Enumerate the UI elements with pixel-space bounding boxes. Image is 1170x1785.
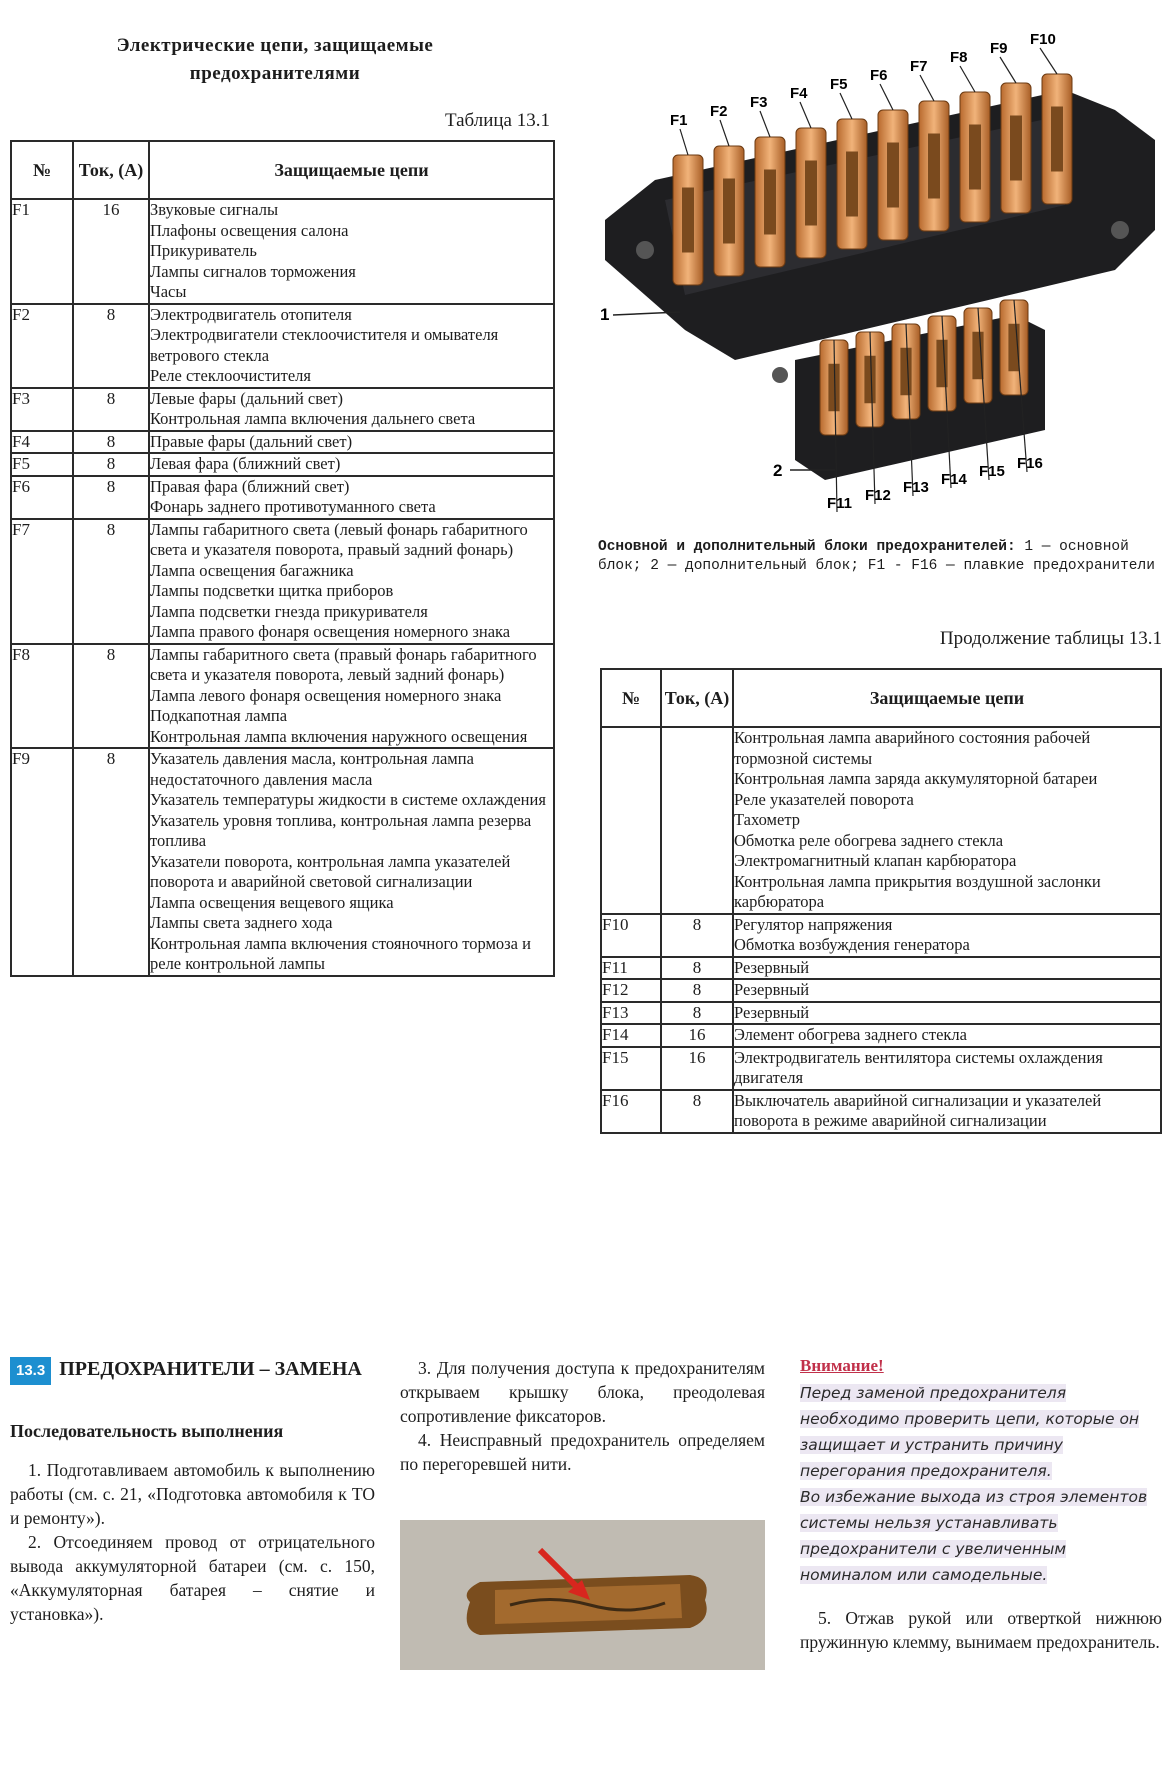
step-2: 2. Отсоединяем провод от отрицательного вывода аккумуляторной батареи (см. с. 150, «Аккумуляторная батарея – снятие и установка»). (10, 1532, 375, 1624)
header-num: № (601, 669, 661, 727)
fuse-label: F12 (865, 487, 891, 504)
fuse-leader-line (960, 66, 975, 92)
protected-circuits (149, 431, 554, 454)
fuse-current: 8 (73, 304, 149, 388)
circuit-line: Реле стеклоочистителя (150, 366, 311, 385)
fuse-spring (928, 134, 940, 199)
fuse-number: F10 (601, 914, 661, 957)
circuit-line: Лампа освещения багажника (150, 560, 354, 580)
protected-circuits (733, 957, 1161, 980)
table-row (11, 199, 554, 304)
header-circuits: Защищаемые цепи (733, 669, 1161, 727)
circuit-line: Контрольная лампа аварийного состояния рабочей тормозной системы (734, 728, 1091, 768)
protected-circuits (149, 304, 554, 388)
protected-circuits (733, 1090, 1161, 1133)
fuse-number: F5 (11, 453, 73, 476)
fuse-number: F9 (11, 748, 73, 976)
header-current: Ток, (А) (73, 141, 149, 199)
protected-circuits (149, 519, 554, 644)
circuit-line: Правая фара (ближний свет) (150, 476, 350, 496)
fuse-label: F2 (710, 103, 728, 120)
figure-caption-title: Основной и дополнительный блоки предохранителей: (598, 539, 1016, 555)
circuit-line: Тахометр (734, 810, 800, 829)
header-circuits: Защищаемые цепи (149, 141, 554, 199)
step-4: 4. Неисправный предохранитель определяем по перегоревшей нити. (400, 1430, 765, 1474)
circuit-line: Лампы габаритного света (левый фонарь габаритного света и указателя поворота, правый задний фонарь) (150, 519, 528, 559)
circuit-line: Лампы сигналов торможения (150, 261, 356, 281)
fuse-current: 8 (73, 519, 149, 644)
section-column-2 (400, 1356, 765, 1476)
circuit-line: Указатели поворота, контрольная лампа указателей поворота и аварийной световой сигнализации (150, 851, 511, 891)
circuit-line: Резервный (734, 957, 810, 977)
page-title: Электрические цепи, защищаемые предохранителями (116, 35, 434, 84)
fuse-number: F1 (11, 199, 73, 304)
fuse-table-continuation (600, 668, 1162, 1134)
table-row (601, 727, 1161, 914)
fuse-spring (887, 143, 899, 208)
protected-circuits (149, 476, 554, 519)
fuse-leader-line (760, 111, 770, 137)
fuse-current: 8 (661, 1002, 733, 1025)
section-heading (10, 1356, 375, 1385)
fuse-current: 8 (73, 644, 149, 749)
fuse-label: F15 (979, 463, 1005, 480)
fuse-leader-line (680, 129, 688, 155)
fuse-spring (764, 170, 776, 235)
fuse-spring (805, 161, 817, 226)
table-row (601, 957, 1161, 980)
protected-circuits (733, 914, 1161, 957)
fuse-current: 8 (661, 979, 733, 1002)
protected-circuits (733, 727, 1161, 914)
fuse-number: F4 (11, 431, 73, 454)
circuit-line: Контрольная лампа включения наружного освещения (150, 726, 528, 746)
circuit-line: Часы (150, 282, 187, 301)
fuse-current: 8 (73, 453, 149, 476)
fuse-label: F3 (750, 94, 768, 111)
screw (636, 241, 654, 259)
fuse-current: 8 (661, 914, 733, 957)
fuse-number: F6 (11, 476, 73, 519)
table-row (11, 519, 554, 644)
warning-text-1: Перед заменой предохранителя необходимо проверить цепи, которые он защищает и устранить причину перегорания предохранителя. (800, 1384, 1140, 1480)
circuit-line: Лампы подсветки щитка приборов (150, 581, 394, 600)
fuse-current: 16 (661, 1024, 733, 1047)
step-5: 5. Отжав рукой или отверткой нижнюю пружинную клемму, вынимаем предохранитель. (800, 1608, 1162, 1652)
table-row (601, 1047, 1161, 1090)
circuit-line: Электродвигатель отопителя (150, 304, 352, 324)
warning-text-2: Во избежание выхода из строя элементов системы нельзя устанавливать предохранители с увеличенным номиналом или самодельные. (800, 1488, 1148, 1584)
protected-circuits (733, 979, 1161, 1002)
protected-circuits (733, 1024, 1161, 1047)
fuse-current: 8 (73, 748, 149, 976)
blown-fuse-photo (400, 1520, 765, 1670)
circuit-line: Выключатель аварийной сигнализации и указателей поворота в режиме аварийной сигнализации (734, 1090, 1102, 1130)
protected-circuits (733, 1002, 1161, 1025)
fuse-spring (1010, 116, 1022, 181)
circuit-line: Контрольная лампа заряда аккумуляторной батареи (734, 769, 1098, 788)
fuse-label: F4 (790, 85, 808, 102)
circuit-line: Прикуриватель (150, 241, 257, 260)
figure-caption (598, 538, 1163, 576)
table-row (601, 979, 1161, 1002)
fuse-leader-line (720, 120, 729, 146)
fuse-number: F16 (601, 1090, 661, 1133)
step-3: 3. Для получения доступа к предохранителям открываем крышку блока, преодолевая сопротивление фиксаторов. (400, 1358, 765, 1426)
fuse-current: 8 (73, 431, 149, 454)
fuse-label: F1 (670, 112, 688, 129)
circuit-line: Указатель уровня топлива, контрольная лампа резерва топлива (150, 810, 532, 850)
fuse-current: 16 (661, 1047, 733, 1090)
fuse-spring (969, 125, 981, 190)
circuit-line: Звуковые сигналы (150, 200, 279, 219)
circuit-line: Подкапотная лампа (150, 706, 288, 725)
fuse-spring (682, 188, 694, 253)
circuit-line: Указатель температуры жидкости в системе охлаждения (150, 790, 546, 809)
fuse-current (661, 727, 733, 914)
protected-circuits (149, 453, 554, 476)
fuse-number: F8 (11, 644, 73, 749)
callout-1: 1 (600, 305, 610, 324)
fuse-spring (900, 348, 911, 396)
table-row (11, 748, 554, 976)
section-subtitle: Последовательность выполнения (10, 1421, 284, 1441)
fuse-leader-line (840, 93, 852, 119)
table-row (601, 914, 1161, 957)
protected-circuits (149, 199, 554, 304)
fuse-leader-line (920, 75, 934, 101)
warning-title: Внимание! (800, 1356, 884, 1375)
section-badge: 13.3 (10, 1357, 51, 1385)
fuse-current: 8 (661, 1090, 733, 1133)
fuse-label: F13 (903, 479, 929, 496)
fuse-number: F7 (11, 519, 73, 644)
circuit-line: Лампа правого фонаря освещения номерного знака (150, 622, 511, 641)
circuit-line: Контрольная лампа включения дальнего света (150, 409, 476, 428)
table-row (11, 476, 554, 519)
protected-circuits (149, 388, 554, 431)
circuit-line: Лампы света заднего хода (150, 913, 333, 932)
table-row (11, 304, 554, 388)
protected-circuits (149, 644, 554, 749)
circuit-line: Электродвигатели стеклоочистителя и омывателя ветрового стекла (150, 325, 499, 365)
screw (772, 367, 788, 383)
fuse-current: 8 (73, 388, 149, 431)
table-caption: Таблица 13.1 (444, 110, 550, 131)
circuit-line: Левая фара (ближний свет) (150, 454, 341, 473)
figure-caption-text: 1 — основной блок; 2 — дополнительный блок; F1 - F16 — плавкие предохранители (598, 539, 1155, 574)
circuit-line: Лампы габаритного света (правый фонарь габаритного света и указателя поворота, левый задний фонарь) (150, 644, 537, 684)
fuse-current: 8 (661, 957, 733, 980)
table-row (11, 388, 554, 431)
table-row (601, 1002, 1161, 1025)
table-row (601, 1024, 1161, 1047)
fuse-label: F7 (910, 58, 928, 75)
fuse-leader-line (1040, 48, 1057, 74)
fuse-label: F8 (950, 49, 968, 66)
circuit-line: Электродвигатель вентилятора системы охлаждения двигателя (734, 1047, 1103, 1087)
table-row (11, 431, 554, 454)
fuse-label: F11 (827, 495, 853, 512)
fuse-current: 8 (73, 476, 149, 519)
warning-column (800, 1356, 1162, 1654)
fuse-leader-line (1000, 57, 1016, 83)
fuse-number: F11 (601, 957, 661, 980)
fuse-number: F14 (601, 1024, 661, 1047)
header-num: № (11, 141, 73, 199)
table-row (601, 1090, 1161, 1133)
fuse-label: F6 (870, 67, 888, 84)
fuse-label: F16 (1017, 455, 1043, 472)
circuit-line: Регулятор напряжения (734, 914, 893, 934)
fuse-label: F10 (1030, 31, 1056, 48)
step-1: 1. Подготавливаем автомобиль к выполнению работы (см. с. 21, «Подготовка автомобиля к ТО и ремонту»). (10, 1460, 375, 1528)
section-column-1 (10, 1356, 375, 1626)
protected-circuits (149, 748, 554, 976)
fuse-current: 16 (73, 199, 149, 304)
fuse-label: F14 (941, 471, 967, 488)
fuse-number: F2 (11, 304, 73, 388)
circuit-line: Реле указателей поворота (734, 789, 914, 809)
circuit-line: Правые фары (дальний свет) (150, 431, 353, 451)
circuit-line: Лампа подсветки гнезда прикуривателя (150, 601, 428, 621)
circuit-line: Элемент обогрева заднего стекла (734, 1025, 967, 1044)
callout-2: 2 (773, 461, 783, 480)
circuit-line: Указатель давления масла, контрольная лампа недостаточного давления масла (150, 749, 474, 789)
table-continuation-caption: Продолжение таблицы 13.1 (939, 628, 1162, 649)
circuit-line: Лампа освещения вещевого ящика (150, 892, 394, 912)
circuit-line: Левые фары (дальний свет) (150, 388, 343, 408)
fuse-spring (1051, 107, 1063, 172)
fuse-label: F5 (830, 76, 848, 93)
circuit-line: Контрольная лампа прикрытия воздушной заслонки карбюратора (734, 871, 1101, 911)
header-current: Ток, (А) (661, 669, 733, 727)
fuse-block-figure (595, 30, 1165, 520)
circuit-line: Обмотка реле обогрева заднего стекла (734, 830, 1004, 850)
circuit-line: Резервный (734, 1002, 810, 1022)
fuse-spring (864, 356, 875, 404)
table-row (11, 644, 554, 749)
section-title: ПРЕДОХРАНИТЕЛИ – ЗАМЕНА (59, 1358, 362, 1380)
fuse-label: F9 (990, 40, 1008, 57)
circuit-line: Обмотка возбуждения генератора (734, 935, 970, 954)
circuit-line: Электромагнитный клапан карбюратора (734, 851, 1017, 870)
fuse-number (601, 727, 661, 914)
fuse-number: F15 (601, 1047, 661, 1090)
fuse-table (10, 140, 555, 977)
circuit-line: Фонарь заднего противотуманного света (150, 497, 436, 516)
fuse-number: F3 (11, 388, 73, 431)
fuse-leader-line (880, 84, 893, 110)
fuse-number: F12 (601, 979, 661, 1002)
fuse-spring (846, 152, 858, 217)
circuit-line: Контрольная лампа включения стояночного тормоза и реле контрольной лампы (150, 933, 531, 973)
circuit-line: Резервный (734, 980, 810, 999)
fuse-spring (723, 179, 735, 244)
table-row (11, 453, 554, 476)
circuit-line: Лампа левого фонаря освещения номерного знака (150, 685, 502, 705)
fuse-number: F13 (601, 1002, 661, 1025)
fuse-leader-line (800, 102, 811, 128)
circuit-line: Плафоны освещения салона (150, 220, 349, 240)
screw (1111, 221, 1129, 239)
protected-circuits (733, 1047, 1161, 1090)
